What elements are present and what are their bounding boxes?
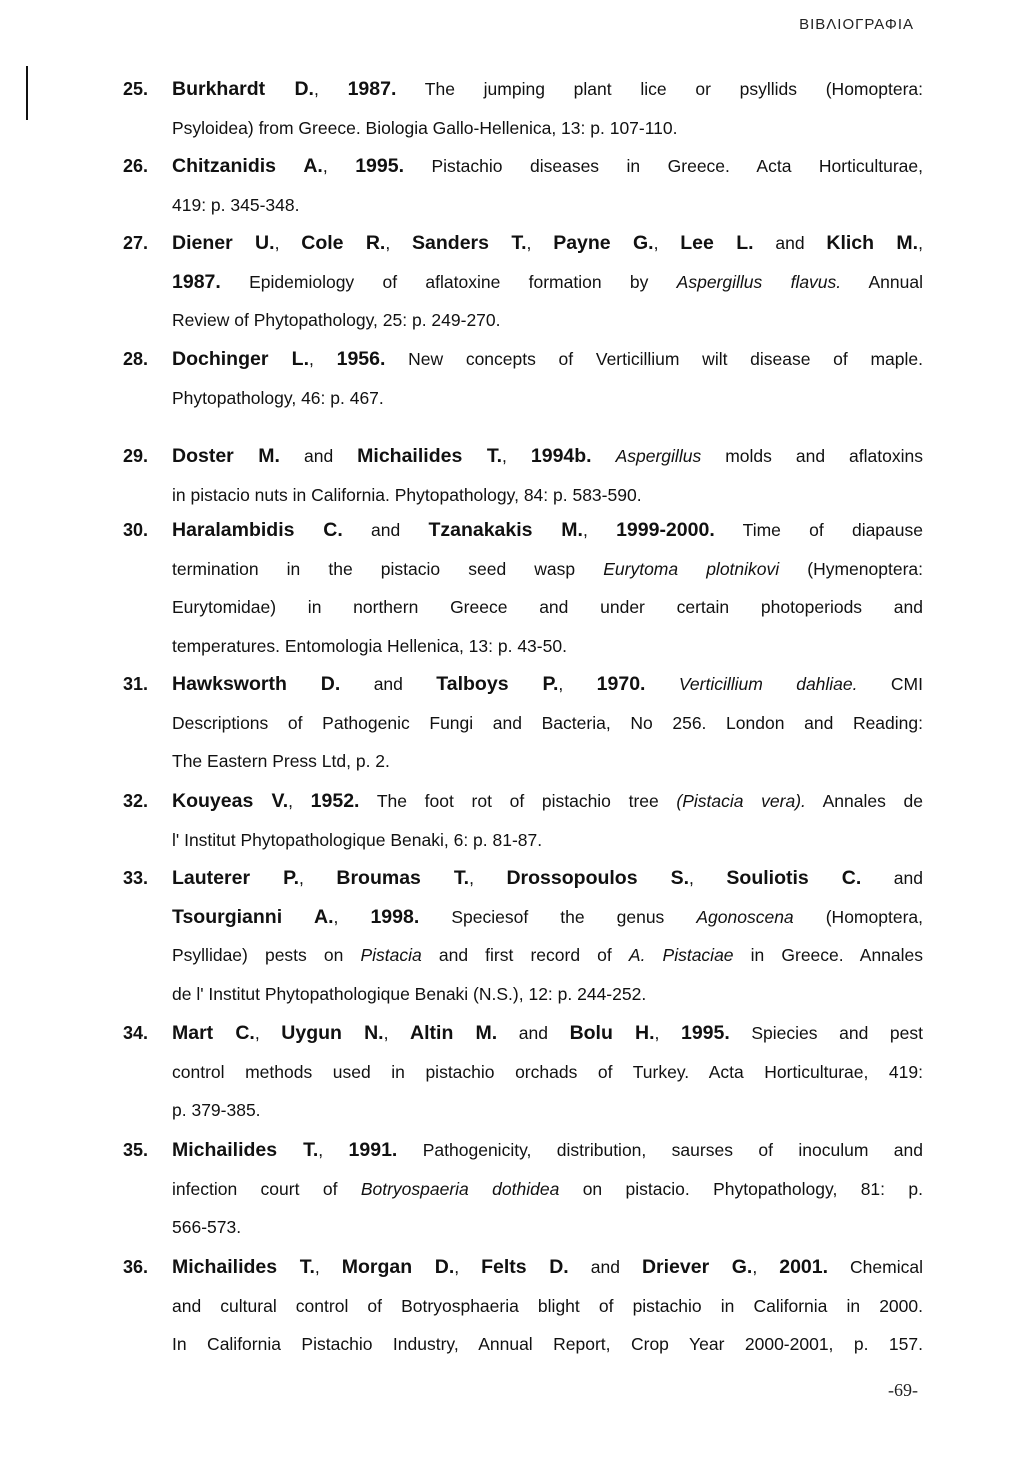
reference-line [123,936,923,975]
author-or-year: Uygun N. [281,1022,384,1044]
reference-text: , [314,1257,342,1277]
reference-text: in Greece. Annales [733,945,923,966]
author-or-year: Felts D. [481,1256,569,1278]
reference-text: , [689,868,727,888]
reference-text: , [254,1023,282,1043]
reference-line [123,263,923,302]
reference-entry [123,437,923,514]
reference-text: , [299,868,337,888]
reference-text: Spiecies and pest [729,1023,923,1043]
author-or-year: 1987. [347,78,397,100]
author-or-year: Altin M. [410,1022,498,1044]
reference-text [645,674,678,694]
reference-number: 31. [123,674,149,694]
reference-line [123,476,923,515]
italic-term: Aspergillus flavus. [676,271,842,292]
reference-line [123,340,923,379]
reference-line [123,704,923,743]
reference-text: and [340,674,437,694]
reference-text: New concepts of Verticillium wilt disease of maple. [385,349,923,369]
reference-text: control methods used in pistachio orchads of Turkey. Acta Horticulturae, 419: [172,1061,923,1082]
reference-text: The Eastern Press Ltd, p. 2. [172,751,390,772]
reference-text: CMI [857,674,923,694]
reference-line [123,742,923,781]
reference-text: , [454,1257,482,1277]
reference-line [123,1208,923,1247]
reference-text: , [313,79,348,99]
reference-text: , [502,446,531,466]
author-or-year: Burkhardt D. [172,78,314,100]
italic-term: A. Pistaciae [628,945,734,966]
reference-number: 28. [123,349,149,369]
reference-text: , [309,349,337,369]
author-or-year: Broumas T. [336,867,470,889]
reference-text: Time of diapause [714,520,923,540]
author-or-year: Diener U. [172,232,275,254]
reference-text: , [385,233,413,253]
author-or-year: 1994b. [530,445,592,467]
author-or-year: 1998. [370,905,420,928]
author-or-year: 1970. [596,673,646,695]
reference-text: and cultural control of Botryosphaeria blight of pistachio in California in 2000. [172,1295,923,1316]
author-or-year: Drossopoulos S. [506,867,690,889]
reference-entry [123,859,923,1014]
reference-text: Annales de [805,791,923,811]
reference-text: Psyllidae) pests on [172,945,361,966]
author-or-year: Driever G. [641,1256,753,1278]
reference-text: infection court of [172,1178,361,1199]
reference-text: , [582,520,617,540]
reference-line [123,627,923,666]
reference-line [123,1014,923,1053]
running-header: ΒΙΒΛΙΟΓΡΑΦΙΑ [799,16,914,33]
italic-term: Verticillium dahliae. [678,674,858,694]
reference-line [123,550,923,589]
reference-entry [123,224,923,340]
reference-number: 27. [123,233,149,253]
reference-text: In California Pistachio Industry, Annual Report, Crop Year 2000-2001, p. 157. [172,1334,923,1355]
author-or-year: 1956. [336,348,386,370]
reference-text: , [558,674,597,694]
reference-text: in pistacio nuts in California. Phytopathology, 84: p. 583-590. [172,484,642,505]
reference-line [123,859,923,898]
reference-text: termination in the pistacio seed wasp [172,558,604,579]
reference-number: 26. [123,156,149,176]
reference-line [123,782,923,821]
reference-text: , [288,791,311,811]
reference-line [123,665,923,704]
reference-text: , [752,1257,780,1277]
author-or-year: Payne G. [553,232,654,254]
author-or-year: Talboys P. [436,673,559,695]
author-or-year: Haralambidis C. [172,519,343,541]
italic-term: Agonoscena [696,906,794,927]
italic-term: Aspergillus [615,446,702,466]
reference-text: Eurytomidae) in northern Greece and under certain photoperiods and [172,597,923,618]
reference-entry [123,665,923,781]
reference-text: , [274,233,302,253]
reference-text: and [497,1023,570,1043]
author-or-year: Lauterer P. [172,867,299,889]
author-or-year: Tsourgianni A. [172,905,334,928]
author-or-year: Cole R. [301,232,386,254]
author-or-year: Bolu H. [569,1022,655,1044]
reference-text: (Homoptera, [793,906,923,927]
reference-line [123,186,923,225]
author-or-year: Sanders T. [412,232,527,254]
reference-line [123,70,923,109]
reference-text: Epidemiology of aflatoxine formation by [220,271,677,292]
reference-text: on pistacio. Phytopathology, 81: p. [559,1178,923,1199]
author-or-year: Chitzanidis A. [172,155,323,177]
reference-text: Phytopathology, 46: p. 467. [172,387,384,408]
author-or-year: Hawksworth D. [172,673,341,695]
reference-text: and first record of [421,945,629,966]
author-or-year: Souliotis C. [726,867,862,889]
reference-number: 35. [123,1140,149,1160]
reference-line [123,1248,923,1287]
author-or-year: Morgan D. [341,1256,455,1278]
reference-text: and [753,233,827,253]
reference-number: 33. [123,868,149,888]
reference-number: 29. [123,446,149,466]
reference-line [123,1091,923,1130]
reference-text: de l' Institut Phytopathologique Benaki (N.S.), 12: p. 244-252. [172,984,647,1005]
reference-text: l' Institut Phytopathologique Benaki, 6: p. 81-87. [172,829,543,850]
reference-text: Pathogenicity, distribution, saurses of inoculum and [397,1140,923,1160]
reference-line [123,898,923,937]
author-or-year: Dochinger L. [172,348,310,370]
reference-number: 25. [123,79,149,99]
reference-entry [123,782,923,859]
reference-number: 34. [123,1023,149,1043]
author-or-year: Michailides T. [357,445,503,467]
reference-text: p. 379-385. [172,1100,261,1121]
reference-text: (Hymenoptera: [779,558,923,579]
reference-text: , [383,1023,411,1043]
reference-line [123,379,923,418]
author-or-year: Klich M. [826,232,919,254]
reference-text: , [469,868,507,888]
reference-line [123,224,923,263]
reference-line [123,1170,923,1209]
reference-text: 566-573. [172,1217,242,1238]
author-or-year: Mart C. [172,1022,255,1044]
reference-line [123,1053,923,1092]
reference-line [123,975,923,1014]
reference-text: Pistachio diseases in Greece. Acta Horticulturae, [404,156,923,176]
author-or-year: 1991. [348,1139,398,1161]
reference-text: and [861,868,923,888]
reference-line [123,109,923,148]
reference-line [123,821,923,860]
italic-term: Botryospaeria dothidea [360,1178,560,1199]
reference-text: Annual [841,271,923,292]
reference-text: molds and aflatoxins [701,446,923,466]
reference-text: Psyloidea) from Greece. Biologia Gallo-Hellenica, 13: p. 107-110. [172,117,678,138]
author-or-year: 1995. [355,155,404,177]
reference-line [123,437,923,476]
margin-mark [26,66,28,120]
reference-line [123,301,923,340]
reference-line [123,1325,923,1364]
reference-text: , [654,1023,681,1043]
reference-entry [123,511,923,666]
reference-line [123,511,923,550]
reference-text: , [653,233,681,253]
italic-term: (Pistacia vera). [676,791,806,811]
author-or-year: Michailides T. [172,1139,319,1161]
reference-text: Chemical [828,1257,923,1277]
reference-text: and [279,446,358,466]
reference-entry [123,1131,923,1247]
reference-line [123,147,923,186]
reference-text [592,446,616,466]
reference-number: 30. [123,520,149,540]
reference-text: Descriptions of Pathogenic Fungi and Bacteria, No 256. London and Reading: [172,712,923,733]
reference-number: 32. [123,791,149,811]
author-or-year: 1999-2000. [616,519,715,541]
author-or-year: Lee L. [680,232,754,254]
author-or-year: Michailides T. [172,1256,315,1278]
reference-text: , [318,1140,349,1160]
reference-text: and [568,1257,642,1277]
reference-text: The foot rot of pistachio tree [359,791,677,811]
reference-text: The jumping plant lice or psyllids (Homoptera: [396,79,923,99]
reference-entry [123,1014,923,1130]
reference-text: , [918,233,923,253]
reference-text: and [342,520,429,540]
italic-term: Pistacia [360,945,422,966]
author-or-year: 1952. [310,790,360,812]
reference-line [123,1287,923,1326]
reference-line [123,1131,923,1170]
reference-text: , [333,906,371,927]
author-or-year: Doster M. [172,445,280,467]
reference-text: , [526,233,554,253]
reference-entry [123,1248,923,1364]
reference-entry [123,340,923,417]
author-or-year: Kouyeas V. [172,790,289,812]
reference-text: , [322,156,356,176]
page-number: -69- [888,1380,918,1400]
reference-text: Review of Phytopathology, 25: p. 249-270. [172,310,501,331]
author-or-year: 2001. [779,1256,829,1278]
reference-text: 419: p. 345-348. [172,194,300,215]
reference-text: Speciesof the genus [419,906,697,927]
reference-entry [123,147,923,224]
reference-number: 36. [123,1257,149,1277]
author-or-year: 1995. [680,1022,730,1044]
reference-text: temperatures. Entomologia Hellenica, 13: p. 43-50. [172,636,567,657]
italic-term: Eurytoma plotnikovi [603,558,780,579]
author-or-year: 1987. [172,270,221,293]
reference-entry [123,70,923,147]
author-or-year: Tzanakakis M. [428,519,583,541]
reference-line [123,588,923,627]
